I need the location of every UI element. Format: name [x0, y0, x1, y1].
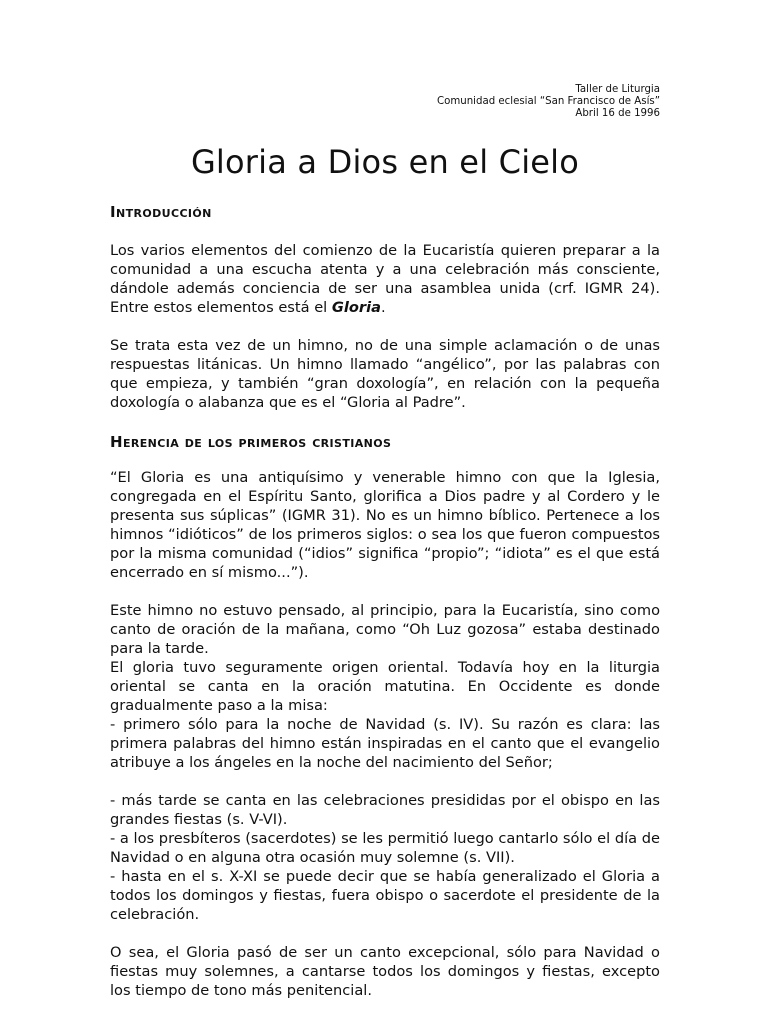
section-heading-herencia: Herencia de los primeros cristianos [110, 433, 392, 451]
intro-paragraph-2: Se trata esta vez de un himno, no de una simple aclamación o de unas respuestas litánicas. Un himno llamado “angélico”, por las palabras con que empieza, y también “gran doxología”, en relación con la pequeña doxología o alabanza que es el “Gloria al Padre”. [110, 337, 660, 411]
herencia-paragraph-3: El gloria tuvo seguramente origen oriental. Todavía hoy en la liturgia oriental se canta en la oración matutina. En Occidente es donde gradualmente paso a la misa: [110, 659, 660, 714]
herencia-list-item-2: - más tarde se canta en las celebraciones presididas por el obispo en las grandes fiestas (s. V-VI). [110, 792, 660, 828]
document-header [110, 84, 660, 120]
header-community: Comunidad eclesial “San Francisco de Asís” [436, 96, 660, 107]
herencia-list-item-3: - a los presbíteros (sacerdotes) se les permitió luego cantarlo sólo el día de Navidad o en alguna otra ocasión muy solemne (s. VII). [110, 830, 660, 866]
document-title: Gloria a Dios en el Cielo [190, 143, 580, 181]
herencia-paragraph-1: “El Gloria es una antiquísimo y venerable himno con que la Iglesia, congregada en el Espíritu Santo, glorifica a Dios padre y al Cordero y le presenta sus súplicas” (IGMR 31). No es un himno bíblico. Pertenece a los himnos “idióticos” de los primeros siglos: o sea los que fueron compuestos por la misma comunidad (“idios” significa “propio”; “idiota” es el que está encerrado en sí mismo...”). [110, 469, 660, 581]
herencia-paragraph-conclusion: O sea, el Gloria pasó de ser un canto excepcional, sólo para Navidad o fiestas muy solemnes, a cantarse todos los domingos y fiestas, excepto los tiempo de tono más penitencial. [110, 944, 660, 999]
header-date: Abril 16 de 1996 [575, 108, 660, 119]
intro-paragraph-1-end: . [380, 299, 386, 316]
header-workshop: Taller de Liturgia [575, 84, 660, 95]
intro-paragraph-1-text: Los varios elementos del comienzo de la Eucaristía quieren preparar a la comunidad a una escucha atenta y a una celebración más consciente, dándole además conciencia de ser una asamblea unida (crf. IGMR 24). Entre estos elementos está el [110, 242, 660, 316]
herencia-list-item-4: - hasta en el s. X-XI se puede decir que se había generalizado el Gloria a todos los domingos y fiestas, fuera obispo o sacerdote el presidente de la celebración. [110, 868, 660, 923]
intro-paragraph-1 [110, 241, 660, 317]
gloria-emphasis: Gloria [331, 299, 381, 316]
section-heading-introduccion: Introducción [110, 203, 212, 221]
herencia-list-item-1: - primero sólo para la noche de Navidad (s. IV). Su razón es clara: las primera palabras del himno están inspiradas en el canto que el evangelio atribuye a los ángeles en la noche del nacimiento del Señor; [110, 716, 660, 771]
herencia-paragraph-2: Este himno no estuvo pensado, al principio, para la Eucaristía, sino como canto de oración de la mañana, como “Oh Luz gozosa” estaba destinado para la tarde. [110, 602, 660, 657]
